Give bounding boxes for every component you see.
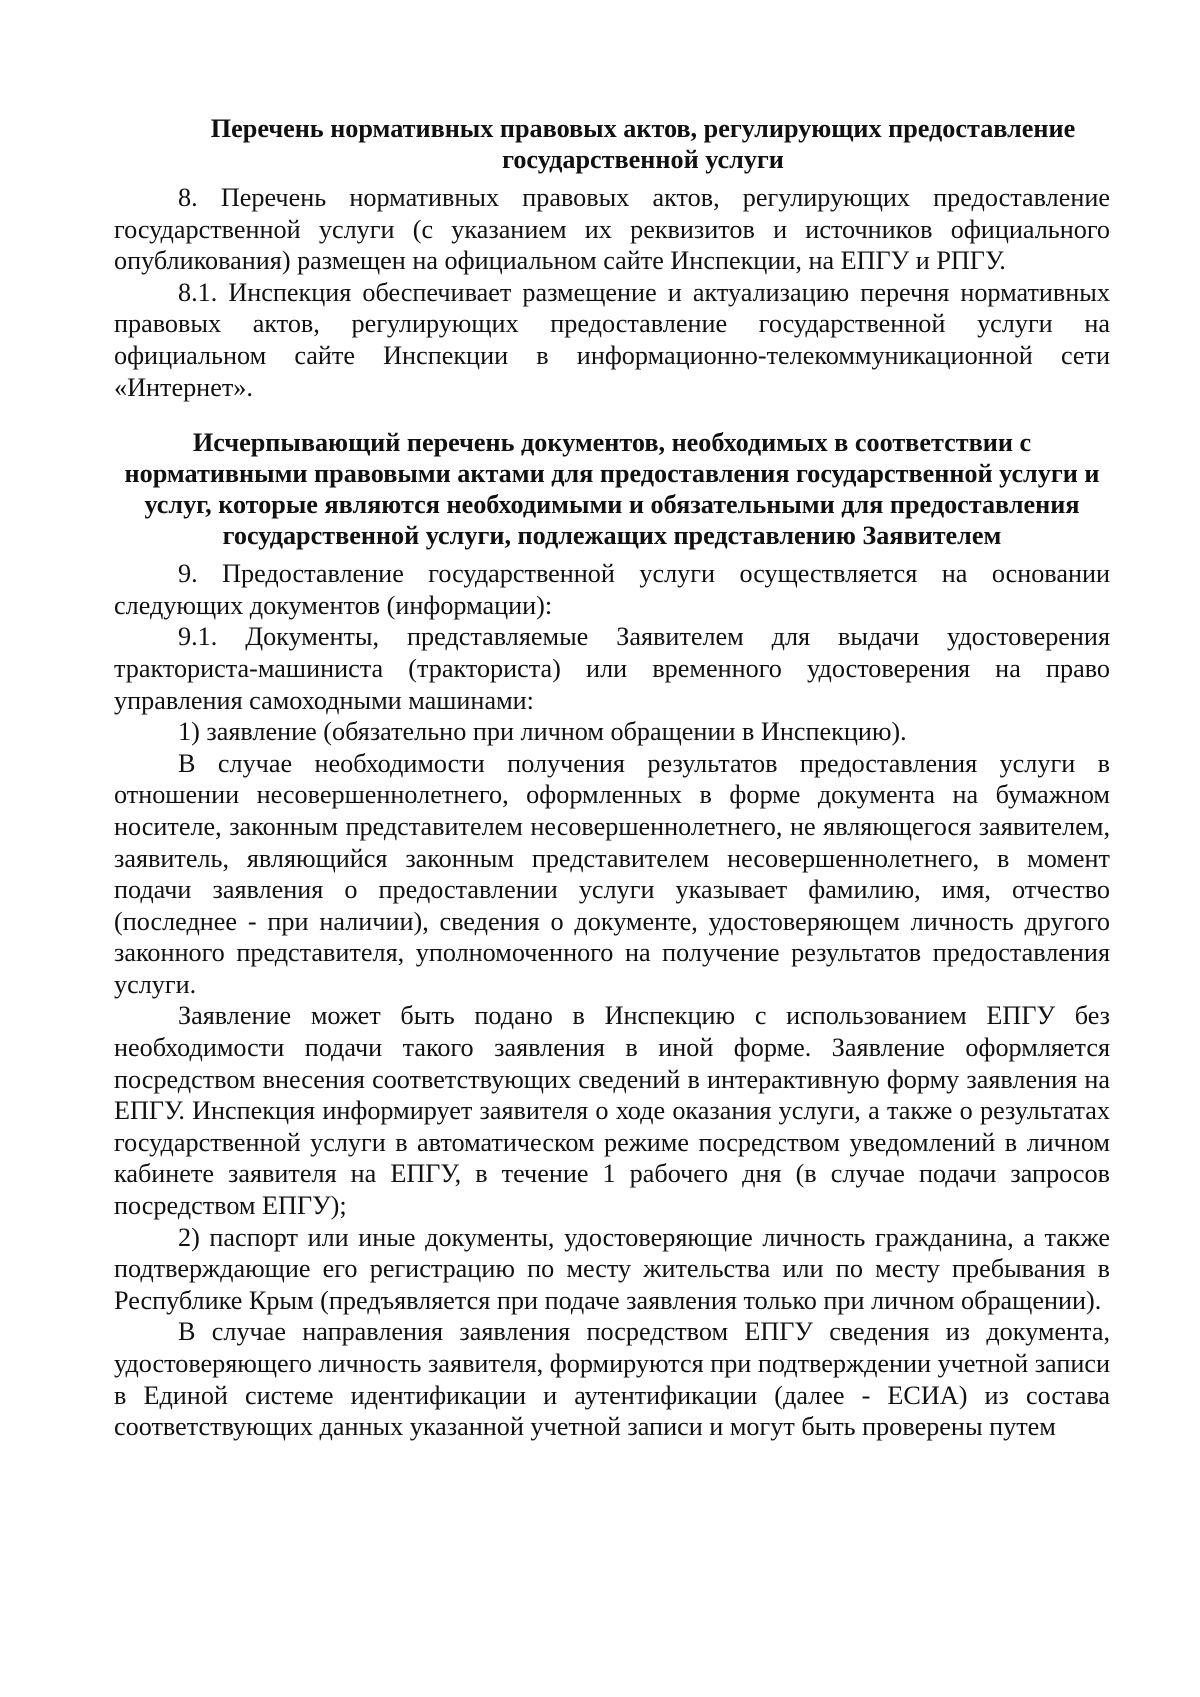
paragraph-9: 9. Предоставление государственной услуги осуществляется на основании следующих документов (информации): <box>114 559 1110 620</box>
paragraph-8-1: 8.1. Инспекция обеспечивает размещение и актуализацию перечня нормативных правовых актов, регулирующих предоставление государственной услуги на официальном сайте Инспекции в информационно-телекоммуникационной сети «Интернет». <box>114 277 1110 402</box>
paragraph-minor-representative: В случае необходимости получения результатов предоставления услуги в отношении несовершеннолетнего, оформленных в форме документа на бумажном носителе, законным представителем несовершеннолетнего, не являющегося заявителем, заявитель, являющийся законным представителем несовершеннолетнего, в момент подачи заявления о предоставлении услуги указывает фамилию, имя, отчество (последнее - при наличии), сведения о документе, удостоверяющем личность другого законного представителя, уполномоченного на получение результатов предоставления услуги. <box>114 748 1110 999</box>
paragraph-item-1-application: 1) заявление (обязательно при личном обращении в Инспекцию). <box>178 717 907 747</box>
paragraph-epgu-submission: Заявление может быть подано в Инспекцию с использованием ЕПГУ без необходимости подачи такого заявления в иной форме. Заявление оформляется посредством внесения соответствующих сведений в интерактивную форму заявления на ЕПГУ. Инспекция информирует заявителя о ходе оказания услуги, а также о результатах государственной услуги в автоматическом режиме посредством уведомлений в личном кабинете заявителя на ЕПГУ, в течение 1 рабочего дня (в случае подачи запросов посредством ЕПГУ); <box>114 1001 1110 1221</box>
paragraph-esia-verification: В случае направления заявления посредством ЕПГУ сведения из документа, удостоверяющего личность заявителя, формируются при подтверждении учетной записи в Единой системе идентификации и аутентификации (далее - ЕСИА) из состава соответствующих данных указанной учетной записи и могут быть проверены путем <box>114 1317 1110 1442</box>
document-body <box>114 113 1110 1443</box>
paragraph-9-1: 9.1. Документы, представляемые Заявителем для выдачи удостоверения тракториста-машиниста (тракториста) или временного удостоверения на право управления самоходными машинами: <box>114 622 1110 715</box>
paragraph-item-2-passport: 2) паспорт или иные документы, удостоверяющие личность гражданина, а также подтверждающие его регистрацию по месту жительства или по месту пребывания в Республике Крым (предъявляется при подаче заявления только при личном обращении). <box>114 1222 1110 1315</box>
section-heading-required-documents: Исчерпывающий перечень документов, необходимых в соответствии с нормативными правовыми актами для предоставления государственной услуги и услуг, которые являются необходимыми и обязательными для предоставления государственной услуги, подлежащих представлению Заявителем <box>124 428 1100 551</box>
paragraph-8: 8. Перечень нормативных правовых актов, регулирующих предоставление государственной услуги (с указанием их реквизитов и источников официального опубликования) размещен на официальном сайте Инспекции, на ЕПГУ и РПГУ. <box>114 183 1110 276</box>
section-heading-legal-acts: Перечень нормативных правовых актов, регулирующих предоставление государственной услуги <box>210 114 1076 174</box>
